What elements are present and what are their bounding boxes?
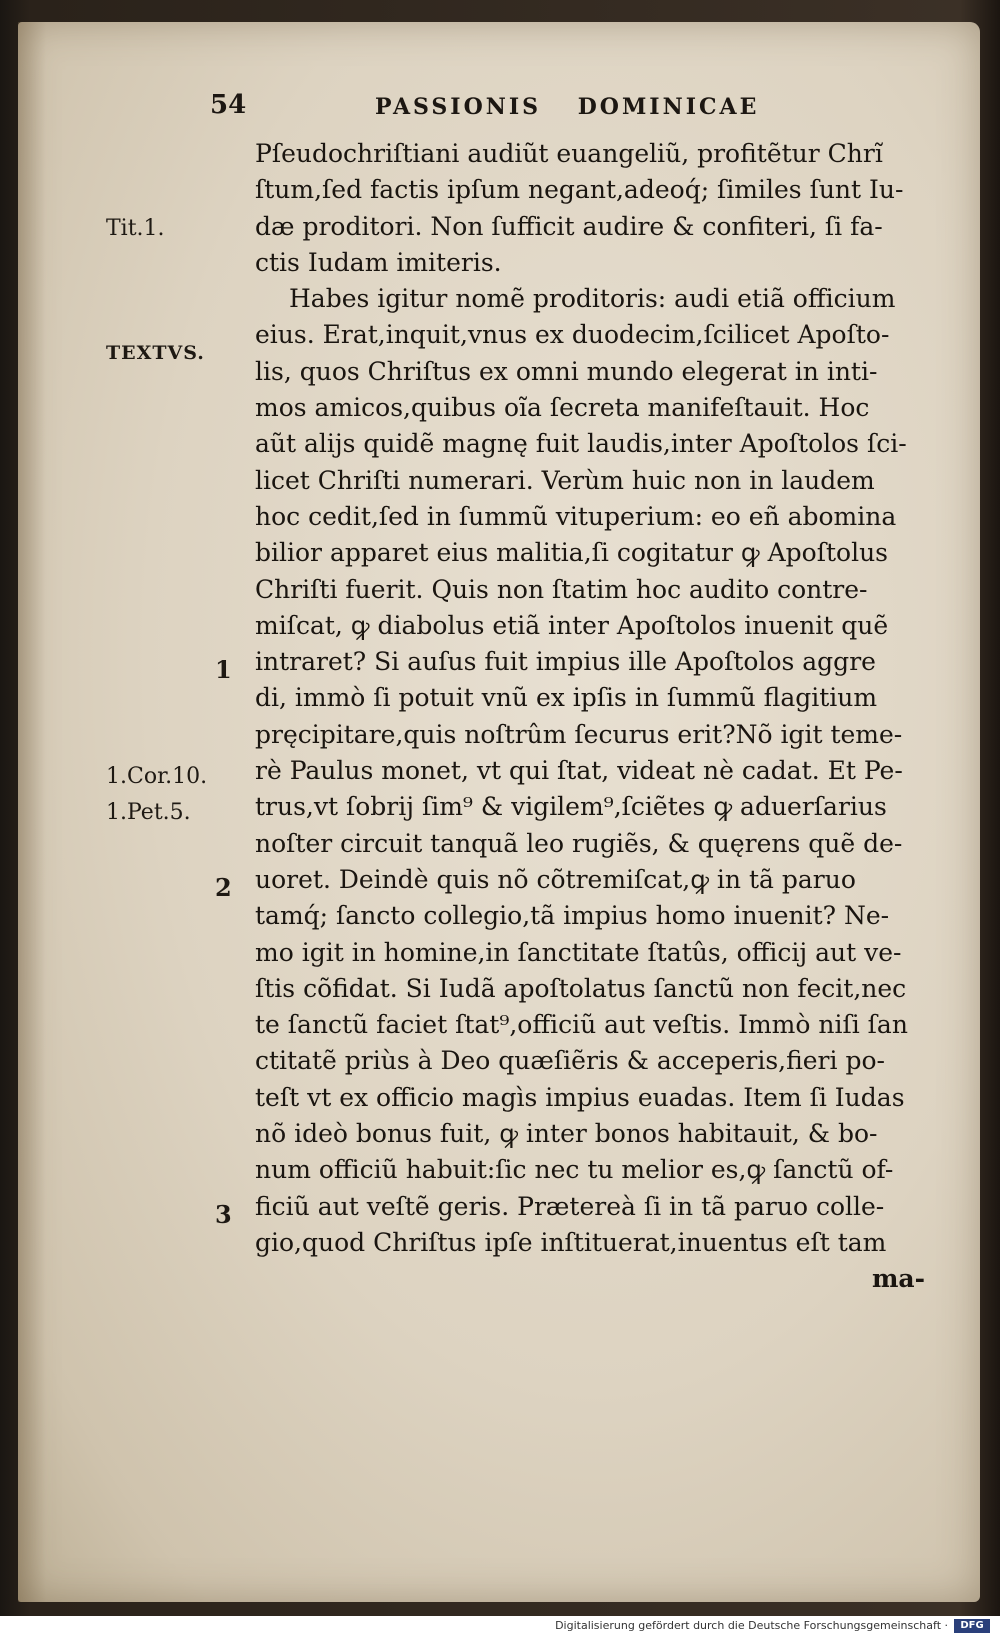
page-header: [210, 90, 950, 130]
text-line: rè Paulus monet, vt qui ſtat, videat nè cadat. Et Pe-: [255, 756, 903, 786]
text-line: miſcat, ꝙ diabolus etiã inter Apoſtolos inuenit quẽ: [255, 610, 889, 640]
text-line: Chriſti fuerit. Quis non ſtatim hoc audito contre-: [255, 574, 868, 604]
text-line: eius. Erat,inquit,vnus ex duodecim,ſcilicet Apoſto-: [255, 320, 890, 350]
text-line: mos amicos,quibus oĩa ſecreta manifeſtauit. Hoc: [255, 393, 870, 423]
body-text: [255, 136, 955, 1298]
text-line: ſtis cõfidat. Si Iudã apoſtolatus ſanctũ non fecit,nec: [255, 973, 907, 1003]
dfg-logo-icon: DFG: [954, 1619, 990, 1633]
text-line: di, immò ſi potuit vnũ ex ipſis in ſummũ flagitium: [255, 683, 878, 713]
margin-note-textus: TEXTVS.: [106, 342, 205, 364]
margin-note-cor: 1.Cor.10.: [106, 764, 208, 789]
running-head: PASSIONIS DOMINICAE: [375, 94, 760, 120]
page-gutter: [18, 22, 46, 1602]
text-line: Pſeudochriſtiani audiũt euangeliũ, profitẽtur Chrĩ: [255, 139, 883, 168]
footer-credit: Digitalisierung gefördert durch die Deutsche Forschungsgemeinschaft ·: [555, 1619, 948, 1632]
text-line: aũt alijs quidẽ magnę fuit laudis,inter Apoſtolos ſci-: [255, 429, 907, 459]
text-line: dæ proditori. Non ſufficit audire & confiteri, ſi fa-: [255, 211, 883, 241]
text-line: intraret? Si auſus fuit impius ille Apoſtolos aggre: [255, 647, 876, 677]
text-line: te ſanctũ faciet ſtat⁹,officiũ aut veſtis. Immò niſi ſan: [255, 1010, 908, 1040]
footer-bar: [0, 1616, 1000, 1637]
text-line: ctitatẽ priùs à Deo quæſiẽris & acceperis,fieri po-: [255, 1046, 885, 1076]
text-line: lis, quos Chriſtus ex omni mundo elegerat in inti-: [255, 356, 878, 386]
text-line: teſt vt ex officio magìs impius euadas. Item ſi Iudas: [255, 1082, 905, 1112]
text-line: Habes igitur nomẽ proditoris: audi etiã officium: [289, 284, 896, 314]
text-line: mo igit in homine,in ſanctitate ſtatûs, officij aut ve-: [255, 937, 902, 967]
text-line: ctis Iudam imiteris.: [255, 247, 502, 277]
text-line: bilior apparet eius malitia,ſi cogitatur ꝙ Apoſtolus: [255, 538, 889, 568]
text-line: hoc cedit,ſed in ſummũ vituperium: eo eñ abomina: [255, 501, 897, 531]
catchword: ma-: [871, 1264, 925, 1294]
text-line: uoret. Deindè quis nõ cõtremiſcat,ꝙ in tã paruo: [255, 864, 856, 894]
text-line: trus,vt ſobrij ſim⁹ & vigilem⁹,ſciẽtes ꝙ aduerſarius: [255, 792, 887, 822]
text-line: tamq́; ſancto collegio,tã impius homo inuenit? Ne-: [255, 901, 890, 931]
margin-mark-3: 3: [215, 1200, 232, 1229]
margin-mark-2: 2: [215, 873, 232, 902]
text-line: num officiũ habuit:ſic nec tu melior es,ꝙ ſanctũ of-: [255, 1155, 894, 1185]
text-line: gio,quod Chriſtus ipſe inſtituerat,inuentus eſt tam: [255, 1227, 887, 1257]
margin-note-tit: Tit.1.: [106, 216, 165, 241]
text-line: ficiũ aut veſtẽ geris. Prætereà ſi in tã paruo colle-: [255, 1191, 885, 1221]
margin-note-pet: 1.Pet.5.: [106, 800, 191, 825]
text-line: ſtum,ſed factis ipſum negant,adeoq́; ſimiles ſunt Iu-: [255, 175, 904, 205]
margin-mark-1: 1: [215, 655, 232, 684]
text-line: pręcipitare,quis noſtrûm ſecurus erit?Nõ igit teme-: [255, 719, 903, 749]
text-line: licet Chriſti numerari. Verùm huic non in laudem: [255, 465, 875, 495]
text-line: noſter circuit tanquã leo rugiẽs, & quęrens quẽ de-: [255, 828, 903, 858]
page-number: 54: [210, 90, 247, 120]
text-line: nõ ideò bonus fuit, ꝙ inter bonos habitauit, & bo-: [255, 1119, 878, 1149]
